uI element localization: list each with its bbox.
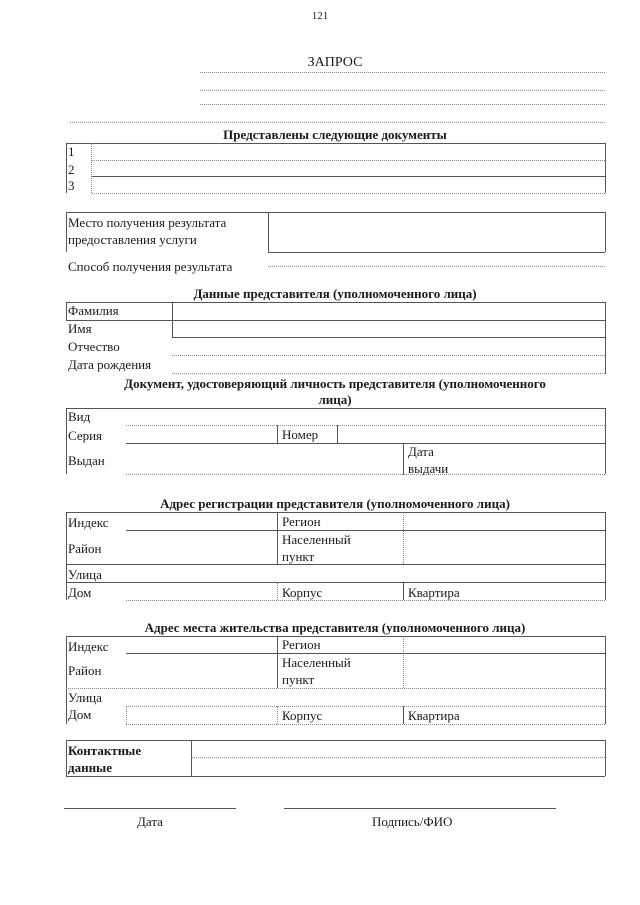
- result-top-border: [66, 212, 605, 213]
- identity-doc-top-border: [66, 408, 605, 409]
- reg-address-left-border: [66, 512, 67, 600]
- doc-type-label: Вид: [68, 409, 91, 424]
- doc-issue-date-label-1: Дата: [408, 444, 434, 459]
- result-method-label: Способ получения результата: [68, 259, 233, 274]
- result-place-label-2: предоставления услуги: [68, 232, 197, 247]
- doc-number-divider: [337, 425, 338, 443]
- result-method-field[interactable]: [268, 266, 605, 267]
- doc-series-divider: [277, 425, 278, 443]
- date-signature-line[interactable]: [64, 808, 236, 809]
- reg-building-label: Корпус: [282, 585, 323, 600]
- contacts-right-border: [605, 740, 606, 776]
- res-apartment-label: Квартира: [408, 708, 460, 723]
- result-place-field[interactable]: [268, 252, 605, 253]
- contacts-divider: [191, 740, 192, 776]
- res-locality-label-1: Населенный: [282, 655, 351, 670]
- doc-series-label: Серия: [68, 428, 103, 443]
- result-left-border: [66, 212, 67, 252]
- reg-region-label: Регион: [282, 514, 321, 529]
- representative-right-border: [605, 302, 606, 374]
- doc-type-field[interactable]: [126, 425, 605, 426]
- res-region-field-divider: [403, 636, 404, 688]
- identity-doc-heading-2: лица): [318, 392, 352, 407]
- reg-district-label: Район: [68, 541, 102, 556]
- reg-address-top-border: [66, 512, 605, 513]
- res-address-heading: Адрес места жительства представителя (уполномоченного лица): [144, 620, 526, 635]
- name-label: Имя: [68, 321, 92, 336]
- res-address-top-border: [66, 636, 605, 637]
- res-apartment-divider: [403, 706, 404, 724]
- reg-street-field[interactable]: [66, 582, 605, 583]
- reg-apartment-divider: [403, 582, 404, 600]
- contacts-label-1: Контактные: [68, 743, 142, 758]
- representative-left-border: [66, 302, 67, 320]
- res-address-right-border: [605, 636, 606, 724]
- res-street-field[interactable]: [126, 706, 605, 707]
- result-place-label-1: Место получения результата: [68, 215, 227, 230]
- contacts-left-border: [66, 740, 67, 776]
- res-address-left-border: [66, 636, 67, 724]
- res-district-label: Район: [68, 663, 102, 678]
- res-building-divider: [277, 706, 278, 724]
- reg-apartment-label: Квартира: [408, 585, 460, 600]
- document-row-number-2: 2: [68, 162, 75, 177]
- request-line-2[interactable]: [200, 90, 605, 91]
- reg-building-divider: [277, 582, 278, 600]
- signature-label: Подпись/ФИО: [372, 814, 453, 829]
- res-street-label: Улица: [68, 690, 102, 705]
- contacts-top-border: [66, 740, 605, 741]
- documents-number-divider: [91, 143, 92, 193]
- doc-issue-date-label-2: выдачи: [408, 461, 449, 476]
- document-row-3-field[interactable]: [92, 193, 605, 194]
- documents-heading: Представлены следующие документы: [223, 127, 447, 142]
- reg-locality-label-1: Населенный: [282, 532, 351, 547]
- identity-doc-left-border: [66, 408, 67, 474]
- reg-region-divider: [277, 512, 278, 564]
- result-right-border: [605, 212, 606, 252]
- surname-field[interactable]: [66, 320, 605, 321]
- documents-right-border: [605, 143, 606, 193]
- birth-date-label: Дата рождения: [68, 357, 152, 372]
- res-house-field[interactable]: [126, 724, 605, 725]
- res-region-label: Регион: [282, 637, 321, 652]
- document-row-number-3: 3: [68, 178, 75, 193]
- res-locality-label-2: пункт: [282, 672, 315, 687]
- doc-number-label: Номер: [282, 427, 319, 442]
- request-line-1[interactable]: [200, 72, 605, 73]
- doc-issued-by-label: Выдан: [68, 453, 105, 468]
- contacts-field-1[interactable]: [191, 757, 605, 758]
- doc-series-number-field[interactable]: [126, 443, 605, 444]
- birth-date-field[interactable]: [172, 373, 605, 374]
- res-index-label: Индекс: [68, 639, 109, 654]
- page-title: ЗАПРОС: [307, 55, 363, 70]
- page-number: 121: [311, 10, 329, 22]
- representative-heading: Данные представителя (уполномоченного лица): [193, 286, 477, 301]
- surname-label: Фамилия: [68, 303, 119, 318]
- patronymic-label: Отчество: [68, 339, 120, 354]
- date-label: Дата: [137, 814, 163, 829]
- request-line-3[interactable]: [200, 104, 605, 105]
- doc-issue-date-divider: [403, 443, 404, 475]
- reg-index-region-field[interactable]: [126, 530, 605, 531]
- representative-top-border: [66, 302, 605, 303]
- doc-issued-field[interactable]: [126, 474, 605, 475]
- reg-district-locality-field[interactable]: [66, 564, 605, 565]
- request-line-4[interactable]: [70, 122, 605, 123]
- res-building-label: Корпус: [282, 708, 323, 723]
- reg-index-label: Индекс: [68, 515, 109, 530]
- res-house-label: Дом: [68, 707, 92, 722]
- patronymic-field[interactable]: [172, 355, 605, 356]
- res-index-region-field[interactable]: [126, 653, 605, 654]
- documents-top-border: [66, 143, 605, 144]
- reg-address-heading: Адрес регистрации представителя (уполномоченного лица): [160, 496, 510, 511]
- reg-locality-label-2: пункт: [282, 549, 315, 564]
- reg-street-label: Улица: [68, 567, 102, 582]
- document-row-2-field[interactable]: [92, 176, 605, 177]
- reg-house-field[interactable]: [126, 600, 605, 601]
- documents-left-border: [66, 143, 67, 193]
- res-house-divider: [126, 706, 127, 724]
- contacts-label-2: данные: [68, 760, 112, 775]
- res-district-locality-field[interactable]: [66, 688, 605, 689]
- reg-address-right-border: [605, 512, 606, 600]
- reg-house-label: Дом: [68, 585, 92, 600]
- document-row-number-1: 1: [68, 144, 75, 159]
- contacts-field-2[interactable]: [66, 776, 605, 777]
- identity-doc-right-border: [605, 408, 606, 474]
- reg-region-field-divider: [403, 512, 404, 564]
- result-divider: [268, 212, 269, 252]
- signature-line[interactable]: [284, 808, 556, 809]
- document-row-1-field[interactable]: [92, 160, 605, 161]
- identity-doc-heading-1: Документ, удостоверяющий личность представителя (уполномоченного: [124, 376, 546, 391]
- res-region-divider: [277, 636, 278, 688]
- name-field[interactable]: [172, 337, 605, 338]
